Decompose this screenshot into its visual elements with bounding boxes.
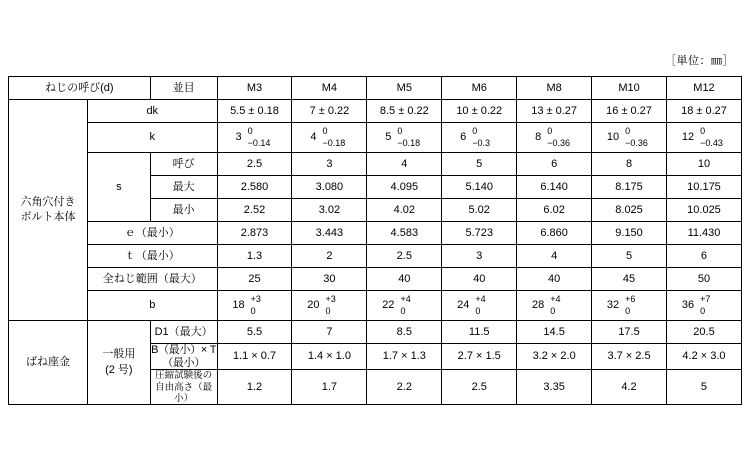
table-row-k bbox=[9, 123, 742, 153]
table-row-s-nominal bbox=[9, 153, 742, 176]
cell-b-m12-plus: +7 bbox=[700, 294, 711, 305]
cell-bt-m12: 4.2 × 3.0 bbox=[666, 344, 741, 370]
cell-t-m3: 1.3 bbox=[217, 245, 292, 268]
table-row-full-thread bbox=[9, 268, 742, 291]
cell-s-min-m10: 8.025 bbox=[592, 199, 667, 222]
cell-t-m4: 2 bbox=[292, 245, 367, 268]
cell-s-nominal-m5: 4 bbox=[367, 153, 442, 176]
row-label-s: s bbox=[87, 153, 150, 222]
section-label-bolt-body-line2: ボルト本体 bbox=[20, 211, 76, 223]
cell-s-max-m5: 4.095 bbox=[367, 176, 442, 199]
cell-full-thread-m12: 50 bbox=[666, 268, 741, 291]
section-label-spring-washer: ばね座金 bbox=[9, 321, 88, 405]
cell-b-m12 bbox=[666, 291, 741, 321]
cell-b-m12-base: 36 bbox=[681, 299, 695, 312]
cell-k-m3-minus: −0.14 bbox=[247, 137, 271, 148]
cell-s-min-m8: 6.02 bbox=[517, 199, 592, 222]
cell-b-m3-minus: 0 bbox=[250, 305, 256, 316]
cell-d1-m10: 17.5 bbox=[592, 321, 667, 344]
cell-t-m12: 6 bbox=[666, 245, 741, 268]
cell-b-m10 bbox=[592, 291, 667, 321]
cell-k-m4-minus: −0.18 bbox=[322, 137, 346, 148]
cell-s-min-m4: 3.02 bbox=[292, 199, 367, 222]
cell-k-m12 bbox=[666, 123, 741, 153]
cell-dk-m8: 13 ± 0.27 bbox=[517, 100, 592, 123]
cell-s-max-m8: 6.140 bbox=[517, 176, 592, 199]
cell-b-m12-minus: 0 bbox=[700, 305, 706, 316]
cell-s-nominal-m6: 5 bbox=[442, 153, 517, 176]
cell-s-nominal-m4: 3 bbox=[292, 153, 367, 176]
cell-dk-m6: 10 ± 0.22 bbox=[442, 100, 517, 123]
section-sub-label-line1: 一般用 bbox=[102, 348, 136, 361]
row-label-free-height bbox=[150, 370, 217, 405]
cell-k-m6-base: 6 bbox=[460, 131, 467, 144]
cell-k-m4-base: 4 bbox=[310, 131, 317, 144]
cell-b-m5-base: 22 bbox=[382, 299, 395, 312]
cell-k-m3-base: 3 bbox=[235, 131, 242, 144]
row-label-e: ｅ（最小） bbox=[87, 222, 217, 245]
bolt-spec-table bbox=[8, 76, 742, 405]
cell-s-min-m12: 10.025 bbox=[666, 199, 741, 222]
cell-dk-m10: 16 ± 0.27 bbox=[592, 100, 667, 123]
cell-dk-m5: 8.5 ± 0.22 bbox=[367, 100, 442, 123]
cell-free-height-m4: 1.7 bbox=[292, 370, 367, 405]
cell-b-m5-plus: +4 bbox=[400, 294, 411, 305]
row-label-s-max: 最大 bbox=[150, 176, 217, 199]
cell-s-min-m3: 2.52 bbox=[217, 199, 292, 222]
cell-b-m8-minus: 0 bbox=[550, 305, 556, 316]
cell-bt-m10: 3.7 × 2.5 bbox=[592, 344, 667, 370]
cell-free-height-m10: 4.2 bbox=[592, 370, 667, 405]
section-label-bolt-body-line1: 六角穴付き bbox=[20, 195, 76, 208]
col-header-m12: M12 bbox=[666, 77, 741, 100]
cell-b-m3-base: 18 bbox=[232, 299, 245, 312]
cell-b-m5-minus: 0 bbox=[400, 305, 406, 316]
row-label-dk: dk bbox=[87, 100, 217, 123]
cell-b-m6-base: 24 bbox=[457, 299, 470, 312]
col-header-m3: M3 bbox=[217, 77, 292, 100]
cell-k-m12-minus: −0.43 bbox=[700, 137, 723, 148]
cell-t-m8: 4 bbox=[517, 245, 592, 268]
cell-k-m6-minus: −0.3 bbox=[472, 137, 491, 148]
cell-s-min-m5: 4.02 bbox=[367, 199, 442, 222]
cell-b-m4-base: 20 bbox=[307, 299, 320, 312]
cell-b-m4-plus: +3 bbox=[325, 294, 336, 305]
section-sub-label-general bbox=[87, 321, 150, 405]
cell-k-m10-base: 10 bbox=[606, 131, 620, 144]
cell-b-m6-minus: 0 bbox=[475, 305, 481, 316]
cell-e-m12: 11.430 bbox=[666, 222, 741, 245]
table-row-e bbox=[9, 222, 742, 245]
section-label-bolt-body bbox=[9, 100, 88, 321]
cell-full-thread-m8: 40 bbox=[517, 268, 592, 291]
cell-e-m10: 9.150 bbox=[592, 222, 667, 245]
cell-full-thread-m3: 25 bbox=[217, 268, 292, 291]
cell-d1-m4: 7 bbox=[292, 321, 367, 344]
cell-b-m6-plus: +4 bbox=[475, 294, 486, 305]
cell-d1-m5: 8.5 bbox=[367, 321, 442, 344]
cell-e-m8: 6.860 bbox=[517, 222, 592, 245]
cell-bt-m5: 1.7 × 1.3 bbox=[367, 344, 442, 370]
cell-k-m6 bbox=[442, 123, 517, 153]
col-header-screw-size: ねじの呼び(d) bbox=[9, 77, 151, 100]
cell-k-m5 bbox=[367, 123, 442, 153]
cell-bt-m6: 2.7 × 1.5 bbox=[442, 344, 517, 370]
cell-d1-m6: 11.5 bbox=[442, 321, 517, 344]
cell-k-m8 bbox=[517, 123, 592, 153]
cell-e-m3: 2.873 bbox=[217, 222, 292, 245]
cell-bt-m8: 3.2 × 2.0 bbox=[517, 344, 592, 370]
cell-bt-m3: 1.1 × 0.7 bbox=[217, 344, 292, 370]
cell-b-m6 bbox=[442, 291, 517, 321]
cell-s-max-m6: 5.140 bbox=[442, 176, 517, 199]
cell-k-m8-plus: 0 bbox=[547, 126, 553, 137]
cell-k-m6-plus: 0 bbox=[472, 126, 478, 137]
cell-s-max-m3: 2.580 bbox=[217, 176, 292, 199]
cell-k-m8-minus: −0.36 bbox=[547, 137, 570, 148]
row-label-t: ｔ（最小） bbox=[87, 245, 217, 268]
cell-t-m10: 5 bbox=[592, 245, 667, 268]
cell-free-height-m3: 1.2 bbox=[217, 370, 292, 405]
cell-k-m10-minus: −0.36 bbox=[625, 137, 648, 148]
cell-s-max-m4: 3.080 bbox=[292, 176, 367, 199]
cell-k-m5-base: 5 bbox=[385, 131, 392, 144]
col-header-m5: M5 bbox=[367, 77, 442, 100]
table-row-t bbox=[9, 245, 742, 268]
cell-k-m12-plus: 0 bbox=[700, 126, 706, 137]
row-label-free-height-line2: 自由高さ（最小） bbox=[155, 381, 213, 405]
row-label-d1: D1（最大） bbox=[150, 321, 217, 344]
row-label-k: k bbox=[87, 123, 217, 153]
cell-s-nominal-m3: 2.5 bbox=[217, 153, 292, 176]
cell-t-m6: 3 bbox=[442, 245, 517, 268]
cell-k-m12-base: 12 bbox=[681, 131, 695, 144]
cell-b-m8-plus: +4 bbox=[550, 294, 561, 305]
cell-s-min-m6: 5.02 bbox=[442, 199, 517, 222]
cell-k-m5-minus: −0.18 bbox=[397, 137, 421, 148]
cell-b-m3-plus: +3 bbox=[250, 294, 261, 305]
cell-full-thread-m10: 45 bbox=[592, 268, 667, 291]
cell-s-max-m10: 8.175 bbox=[592, 176, 667, 199]
col-header-m8: M8 bbox=[517, 77, 592, 100]
cell-k-m10 bbox=[592, 123, 667, 153]
cell-bt-m4: 1.4 × 1.0 bbox=[292, 344, 367, 370]
cell-s-max-m12: 10.175 bbox=[666, 176, 741, 199]
cell-e-m5: 4.583 bbox=[367, 222, 442, 245]
cell-b-m5 bbox=[367, 291, 442, 321]
cell-dk-m3: 5.5 ± 0.18 bbox=[217, 100, 292, 123]
cell-free-height-m5: 2.2 bbox=[367, 370, 442, 405]
cell-d1-m8: 14.5 bbox=[517, 321, 592, 344]
col-header-m6: M6 bbox=[442, 77, 517, 100]
cell-full-thread-m5: 40 bbox=[367, 268, 442, 291]
cell-b-m10-minus: 0 bbox=[625, 305, 631, 316]
cell-full-thread-m4: 30 bbox=[292, 268, 367, 291]
cell-e-m6: 5.723 bbox=[442, 222, 517, 245]
cell-d1-m12: 20.5 bbox=[666, 321, 741, 344]
table-row-dk bbox=[9, 100, 742, 123]
cell-full-thread-m6: 40 bbox=[442, 268, 517, 291]
cell-s-nominal-m8: 6 bbox=[517, 153, 592, 176]
table-header-row bbox=[9, 77, 742, 100]
row-label-free-height-line1: 圧縮試験後の bbox=[155, 370, 213, 382]
cell-k-m5-plus: 0 bbox=[397, 126, 403, 137]
row-label-b: b bbox=[87, 291, 217, 321]
cell-e-m4: 3.443 bbox=[292, 222, 367, 245]
cell-k-m8-base: 8 bbox=[535, 131, 542, 144]
cell-b-m4 bbox=[292, 291, 367, 321]
cell-free-height-m8: 3.35 bbox=[517, 370, 592, 405]
col-header-m4: M4 bbox=[292, 77, 367, 100]
cell-b-m3 bbox=[217, 291, 292, 321]
cell-b-m8 bbox=[517, 291, 592, 321]
cell-dk-m12: 18 ± 0.27 bbox=[666, 100, 741, 123]
row-label-s-nominal: 呼び bbox=[150, 153, 217, 176]
cell-b-m10-plus: +6 bbox=[625, 294, 636, 305]
cell-k-m3 bbox=[217, 123, 292, 153]
row-label-full-thread: 全ねじ範囲（最大） bbox=[87, 268, 217, 291]
col-header-pitch: 並目 bbox=[150, 77, 217, 100]
unit-note: ［単位：㎜］ bbox=[665, 55, 734, 67]
cell-d1-m3: 5.5 bbox=[217, 321, 292, 344]
cell-b-m4-minus: 0 bbox=[325, 305, 331, 316]
row-label-s-min: 最小 bbox=[150, 199, 217, 222]
cell-s-nominal-m10: 8 bbox=[592, 153, 667, 176]
cell-free-height-m12: 5 bbox=[666, 370, 741, 405]
table-row-d1 bbox=[9, 321, 742, 344]
cell-k-m4-plus: 0 bbox=[322, 126, 328, 137]
section-sub-label-line2: (2 号) bbox=[105, 363, 133, 376]
cell-free-height-m6: 2.5 bbox=[442, 370, 517, 405]
cell-k-m3-plus: 0 bbox=[247, 126, 253, 137]
cell-k-m10-plus: 0 bbox=[625, 126, 631, 137]
col-header-m10: M10 bbox=[592, 77, 667, 100]
row-label-bt: B（最小）× T（最小） bbox=[151, 344, 217, 369]
cell-b-m8-base: 28 bbox=[532, 299, 545, 312]
cell-t-m5: 2.5 bbox=[367, 245, 442, 268]
cell-s-nominal-m12: 10 bbox=[666, 153, 741, 176]
cell-k-m4 bbox=[292, 123, 367, 153]
cell-b-m10-base: 32 bbox=[606, 299, 620, 312]
cell-dk-m4: 7 ± 0.22 bbox=[292, 100, 367, 123]
table-row-b bbox=[9, 291, 742, 321]
